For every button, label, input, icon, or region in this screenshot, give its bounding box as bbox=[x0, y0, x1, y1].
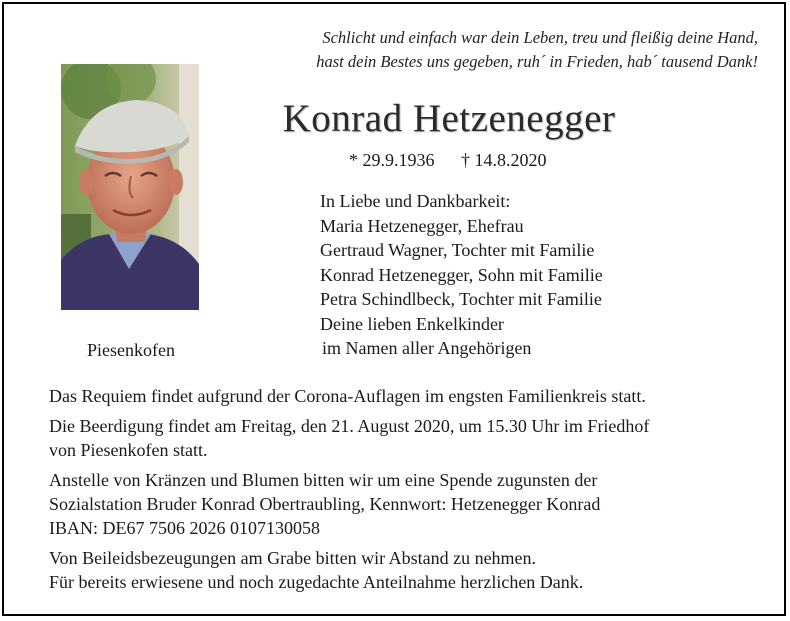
mourner-entry: Konrad Hetzenegger, Sohn mit Familie bbox=[320, 264, 603, 285]
mourner-entry: Gertraud Wagner, Tochter mit Familie bbox=[320, 240, 595, 260]
obituary-notice bbox=[2, 2, 786, 616]
mourner-entry: Maria Hetzenegger, Ehefrau bbox=[320, 215, 524, 236]
birth-date: * 29.9.1936 bbox=[349, 150, 435, 170]
death-date: † 14.8.2020 bbox=[461, 150, 547, 170]
verse-line: Schlicht und einfach war dein Leben, treu und fleißig deine Hand, bbox=[322, 28, 758, 47]
paragraph-line: Sozialstation Bruder Konrad Obertraubling, Kennwort: Hetzenegger Konrad bbox=[49, 494, 601, 514]
memorial-verse bbox=[316, 26, 758, 74]
mourner-entry: Petra Schindlbeck, Tochter mit Familie bbox=[320, 289, 602, 309]
place-of-residence: Piesenkofen bbox=[87, 340, 175, 360]
paragraph-line: Anstelle von Kränzen und Blumen bitten wir um eine Spende zugunsten der bbox=[49, 470, 598, 490]
iban-line: IBAN: DE67 7506 2026 0107130058 bbox=[49, 518, 320, 538]
mourners-closing: im Namen aller Angehörigen bbox=[322, 338, 532, 358]
paragraph-line: Die Beerdigung findet am Freitag, den 21. August 2020, um 15.30 Uhr im Friedhof bbox=[49, 416, 650, 436]
mourners-intro: In Liebe und Dankbarkeit: bbox=[320, 191, 511, 211]
deceased-name: Konrad Hetzenegger bbox=[282, 97, 616, 140]
mourners-list bbox=[320, 189, 603, 361]
mourner-entry: Deine lieben Enkelkinder bbox=[320, 313, 504, 334]
paragraph-line: Das Requiem findet aufgrund der Corona-Auflagen im engsten Familienkreis statt. bbox=[49, 386, 646, 406]
notice-body bbox=[49, 378, 774, 600]
paragraph-line: von Piesenkofen statt. bbox=[49, 440, 208, 460]
paragraph-line: Von Beileidsbezeugungen am Grabe bitten wir Abstand zu nehmen. bbox=[49, 548, 537, 568]
life-dates bbox=[349, 150, 547, 171]
verse-line: hast dein Bestes uns gegeben, ruh´ in Frieden, hab´ tausend Dank! bbox=[316, 52, 758, 71]
paragraph-line: Für bereits erwiesene und noch zugedachte Anteilnahme herzlichen Dank. bbox=[49, 572, 584, 592]
